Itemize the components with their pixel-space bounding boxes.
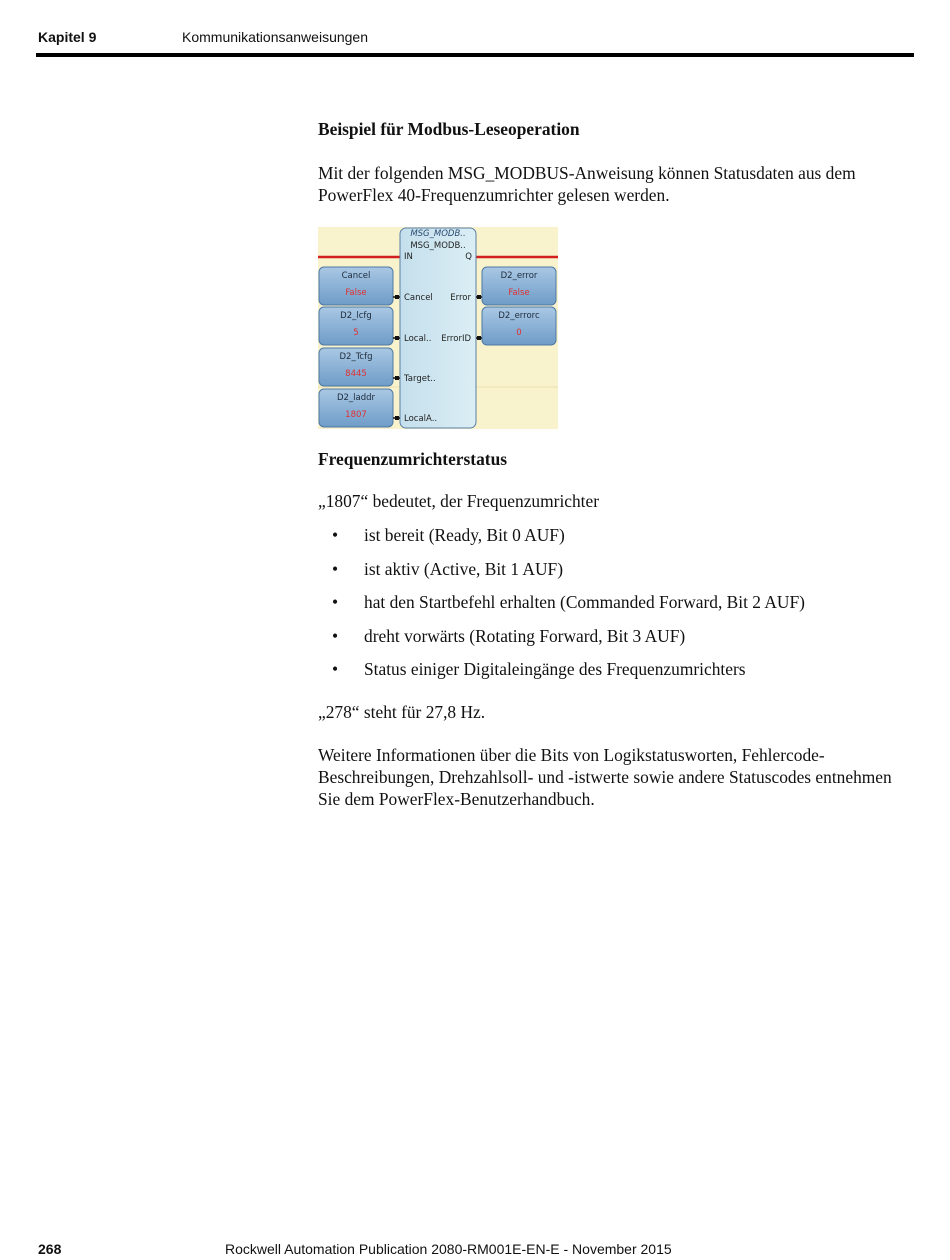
pin-locala: LocalA.. xyxy=(404,414,438,424)
pin-cancel: Cancel xyxy=(404,293,433,303)
list-item: • Status einiger Digitaleingänge des Frequenzumrichters xyxy=(332,659,746,679)
bullet-icon: • xyxy=(332,659,339,679)
input-var-lcfg: D2_lcfg xyxy=(340,311,372,321)
pin-target: Target.. xyxy=(404,374,436,384)
status-bullet-list xyxy=(318,524,918,692)
bullet-icon: • xyxy=(332,525,339,545)
input-var-cancel: Cancel xyxy=(341,271,371,281)
more-info-paragraph: Weitere Informationen über die Bits von Logikstatusworten, Fehlercode-Beschreibungen, Drehzahlsoll- und -istwerte sowie andere Statuscodes entnehmen Sie dem PowerFlex-Benutzerhandbuch. xyxy=(318,744,892,809)
page-number: 268 xyxy=(38,1241,62,1257)
pin-q: Q xyxy=(465,252,472,262)
list-item: • hat den Startbefehl erhalten (Commanded Forward, Bit 2 AUF) xyxy=(332,592,805,612)
pin-local: Local.. xyxy=(404,334,432,344)
block-name: MSG_MODB.. xyxy=(410,241,466,251)
output-var-error: D2_error xyxy=(500,271,538,281)
status-intro: „1807“ bedeutet, der Frequenzumrichter xyxy=(318,491,600,511)
input-value-laddr: 1807 xyxy=(345,410,367,420)
frequency-paragraph: „278“ steht für 27,8 Hz. xyxy=(318,701,486,722)
page-header xyxy=(38,28,912,58)
output-value-errorc: 0 xyxy=(516,328,522,338)
bullet-icon: • xyxy=(332,558,339,579)
list-item: • dreht vorwärts (Rotating Forward, Bit 3 AUF) xyxy=(332,625,686,646)
section-title: Kommunikationsanweisungen xyxy=(182,29,368,45)
heading-modbus-read: Beispiel für Modbus-Leseoperation xyxy=(318,119,580,139)
input-value-cancel: False xyxy=(345,288,367,298)
heading-drive-status: Frequenzumrichterstatus xyxy=(318,449,508,469)
input-var-tcfg: D2_Tcfg xyxy=(339,352,373,362)
bullet-icon: • xyxy=(332,592,339,612)
list-item: • ist aktiv (Active, Bit 1 AUF) xyxy=(332,558,564,579)
pin-errorid: ErrorID xyxy=(441,334,471,344)
chapter-label: Kapitel 9 xyxy=(38,29,97,45)
pin-in: IN xyxy=(404,252,413,262)
block-title: MSG_MODB.. xyxy=(410,229,466,239)
msg-modbus-diagram xyxy=(318,227,558,429)
list-item: • ist bereit (Ready, Bit 0 AUF) xyxy=(332,525,565,545)
intro-paragraph: Mit der folgenden MSG_MODBUS-Anweisung können Statusdaten aus dem PowerFlex 40-Frequenzumrichter gelesen werden. xyxy=(318,163,856,205)
main-content xyxy=(318,118,918,810)
header-rule xyxy=(36,53,914,57)
input-var-laddr: D2_laddr xyxy=(336,393,376,403)
input-value-tcfg: 8445 xyxy=(345,369,367,379)
pin-error: Error xyxy=(450,293,471,303)
output-value-error: False xyxy=(508,288,530,298)
input-value-lcfg: 5 xyxy=(353,328,359,338)
bullet-icon: • xyxy=(332,625,339,646)
ladder-diagram-svg xyxy=(318,227,558,429)
output-var-errorc: D2_errorc xyxy=(498,311,540,321)
publication-info: Rockwell Automation Publication 2080-RM001E-EN-E - November 2015 xyxy=(225,1241,672,1257)
